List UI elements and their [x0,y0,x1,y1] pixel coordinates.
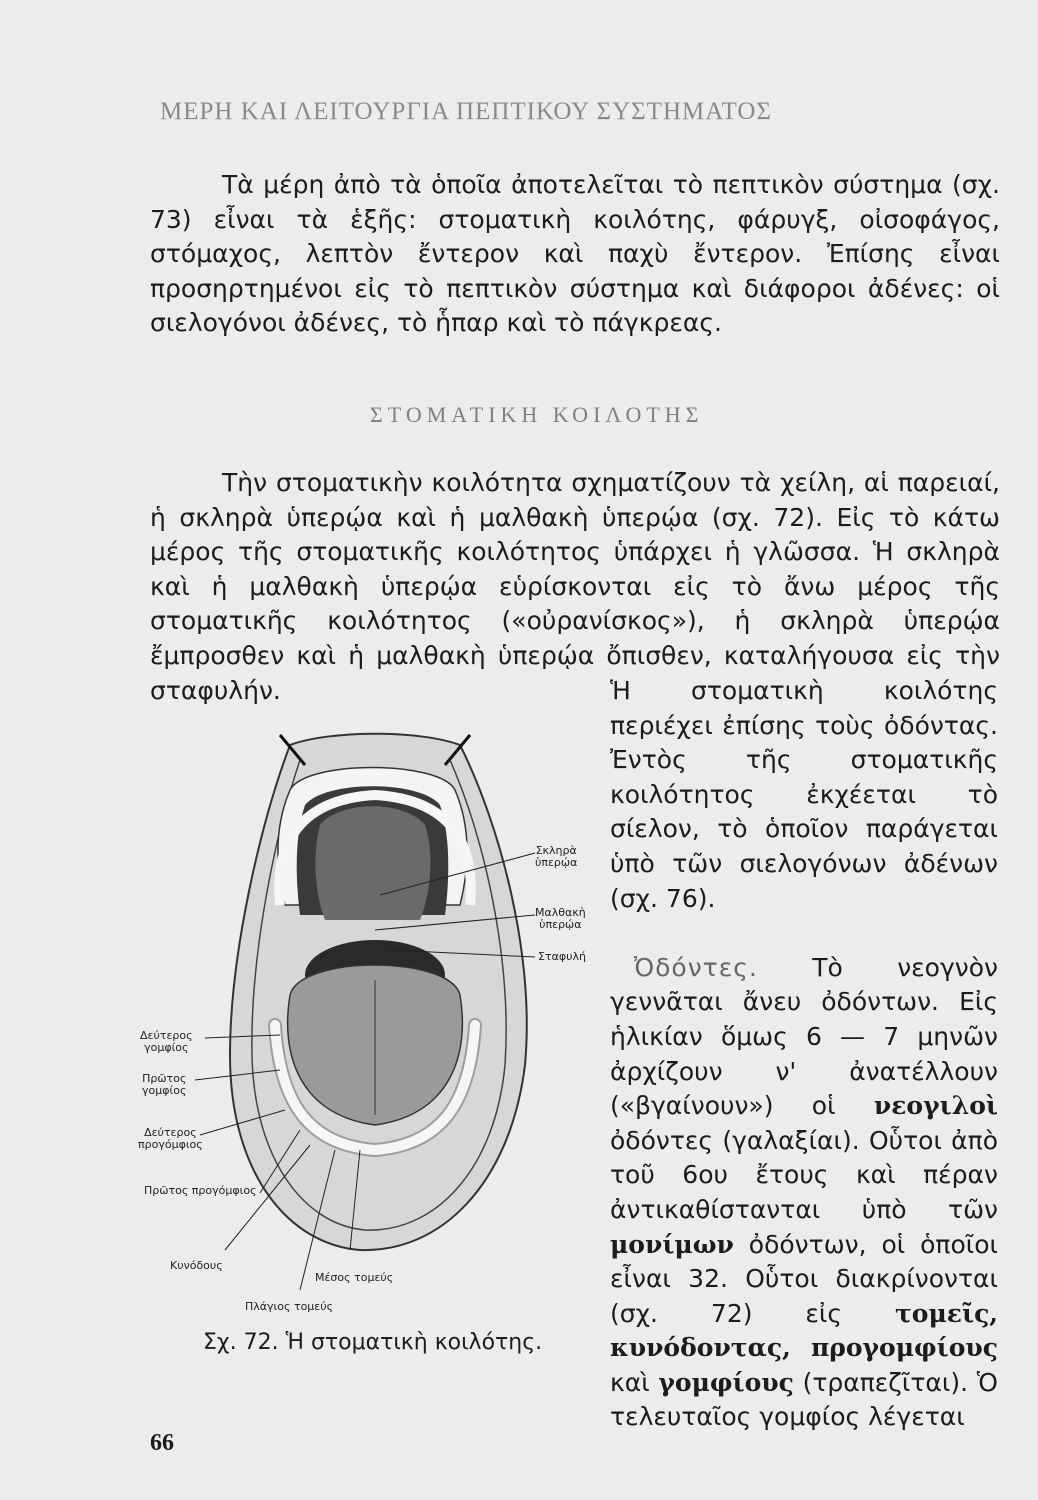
teeth-text-4: καὶ [610,1367,659,1397]
teeth-text-2: ὀδόντες (γαλαξίαι). Οὗτοι ἀπὸ τοῦ 6ου ἔτους καὶ πέραν ἀντικαθίστανται ὑπὸ τῶν [610,1125,998,1224]
bold-term-neogiloi: νεογιλοὶ [873,1091,998,1121]
teeth-text-3: ὀδόντων, οἱ ὁποῖοι εἶναι 32. Οὗτοι διακρίνονται (σχ. 72) εἰς [610,1229,998,1328]
teeth-heading: Ὀδόντες. [634,952,758,982]
figure-caption: Σχ. 72. Ἡ στοματικὴ κοιλότης. [203,1330,543,1355]
label-uvula: Σταφυλή [538,950,586,963]
mouth-illustration [150,705,610,1345]
teeth-text-5: (τραπεζῖται). Ὁ τελευταῖος γομφίος λέγεται [610,1367,998,1432]
oral-cavity-paragraph: Τὴν στοματικὴν κοιλότητα σχηματίζουν τὰ χείλη, αἱ παρειαί, ἡ σκληρὰ ὑπερῴα καὶ ἡ μαλθακὴ ὑπερῴα (σχ. 72). Εἰς τὸ κάτω μέρος τῆς στοματικῆς κοιλότητος ὑπάρχει ἡ γλῶσσα. Ἡ σκληρὰ καὶ ἡ μαλθακὴ ὑπερῴα εὑρίσκονται εἰς τὸ ἄνω μέρος τῆς στοματικῆς κοιλότητος («οὐρανίσκος»), ἡ σκληρὰ ὑπερῴα ἔμπροσθεν καὶ ἡ μαλθακὴ ὑπερῴα ὄπισθεν, καταλήγουσα εἰς τὴν σταφυλήν. [150,468,1000,705]
bold-term-monimon: μονίμων [610,1229,734,1259]
label-hard-palate: Σκληρὰ ὑπερῴα [535,844,578,869]
oral-cavity-figure [138,705,610,1345]
teeth-text-column [610,674,998,1435]
running-header: ΜΕΡΗ ΚΑΙ ΛΕΙΤΟΥΡΓΙΑ ΠΕΠΤΙΚΟΥ ΣΥΣΤΗΜΑΤΟΣ [160,98,772,125]
intro-paragraph: Τὰ μέρη ἀπὸ τὰ ὁποῖα ἀποτελεῖται τὸ πεπτικὸν σύστημα (σχ. 73) εἶναι τὰ ἑξῆς: στοματικὴ κοιλότης, φάρυγξ, οἰσοφάγος, στόμαχος, λεπτὸν ἔντερον καὶ παχὺ ἔντερον. Ἐπίσης εἶναι προσηρτημένοι εἰς τὸ πεπτικὸν σύστημα καὶ διάφοροι ἀδένες: οἱ σιελογόνοι ἀδένες, τὸ ἧπαρ καὶ τὸ πάγκρεας. [150,170,1000,338]
bold-term-tomeis: τομεῖς, κυνόδοντας, προγομφίους [610,1298,998,1363]
label-first-premolar: Πρῶτος προγόμφιος [144,1184,257,1197]
section-title: ΣΤΟΜΑΤΙΚΗ ΚΟΙΛΟΤΗΣ [370,402,704,427]
label-second-premolar: Δεύτερος προγόμφιος [138,1126,203,1151]
teeth-text-1: Τὸ νεογνὸν γεννᾶται ἄνευ ὀδόντων. Εἰς ἡλικίαν ὅμως 6 — 7 μηνῶν ἀρχίζουν ν' ἀνατέλλουν («βγαίνουν») οἱ [610,952,998,1121]
saliva-paragraph: Ἡ στοματικὴ κοιλότης περιέχει ἐπίσης τοὺς ὀδόντας. Ἐντὸς τῆς στοματικῆς κοιλότητος ἐκχέεται τὸ σίελον, τὸ ὁποῖον παράγεται ὑπὸ τῶν σιελογόνων ἀδένων (σχ. 76). [610,676,998,913]
label-second-molar: Δεύτερος γομφίος [140,1029,193,1054]
label-first-molar: Πρῶτος γομφίος [142,1072,187,1097]
label-central-incisor: Μέσος τομεύς [315,1271,394,1284]
label-soft-palate: Μαλθακὴ ὑπερῴα [535,906,586,931]
label-canine: Κυνόδους [170,1259,223,1272]
label-lateral-incisor: Πλάγιος τομεύς [245,1300,334,1313]
bold-term-gomfious: γομφίους [658,1367,794,1397]
page-number: 66 [150,1430,174,1456]
